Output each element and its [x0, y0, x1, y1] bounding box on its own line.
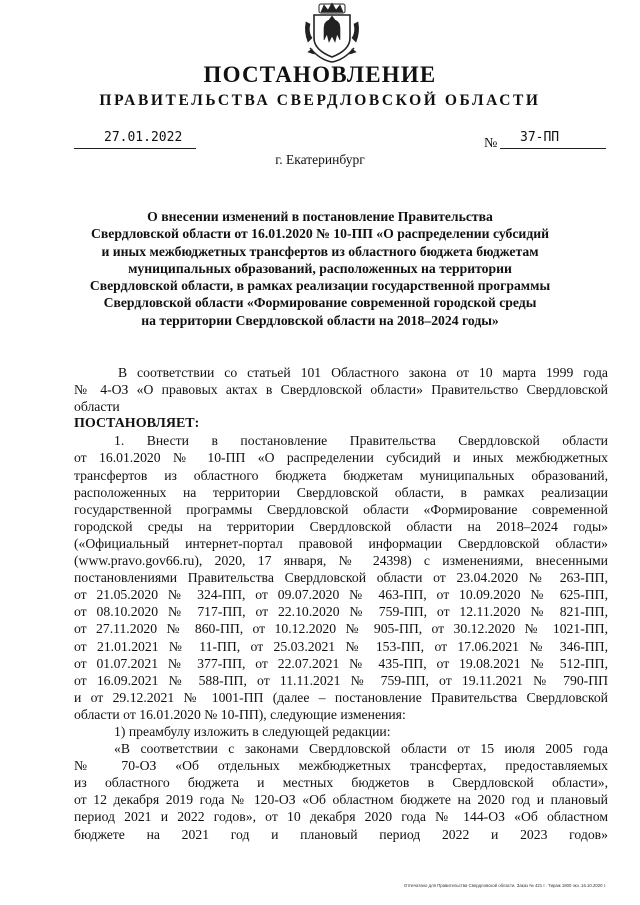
- body-line: от 12 декабря 2019 года № 120-ОЗ «Об областном бюджете на 2020 год и плановый: [74, 792, 608, 808]
- body-line: В соответствии со статьей 101 Областного закона от 10 марта 1999 года: [118, 365, 608, 380]
- body-line: 1. Внести в постановление Правительства Свердловской области: [114, 433, 608, 449]
- body-line: постановлениями Правительства Свердловской области от 23.04.2020 № 263-ПП,: [74, 570, 608, 586]
- body-line: № 70-ОЗ «Об отдельных межбюджетных трансфертах, предоставляемых: [74, 758, 608, 774]
- decree-keyword: ПОСТАНОВЛЯЕТ:: [74, 416, 200, 432]
- heading-line: Свердловской области «Формирование современной городской среды: [103, 295, 537, 311]
- body-line: области: [74, 399, 120, 415]
- body-line: от 08.10.2020 № 717-ПП, от 22.10.2020 № 759-ПП, от 12.11.2020 № 821-ПП,: [74, 604, 608, 620]
- body-line: и от 29.12.2021 № 1001-ПП (далее – постановление Правительства Свердловской: [74, 689, 608, 705]
- heading-line: на территории Свердловской области на 2018–2024 годы»: [141, 312, 499, 328]
- body-line: от 01.07.2021 № 377-ПП, от 22.07.2021 № 435-ПП, от 19.08.2021 № 512-ПП,: [74, 655, 608, 671]
- body-line: («Официальный интернет-портал правовой информации Свердловской области»: [74, 535, 608, 551]
- document-heading: [60, 208, 580, 329]
- body-line: № 4-ОЗ «О правовых актах в Свердловской области» Правительство Свердловской: [74, 382, 608, 398]
- body-line: расположенных на территории Свердловской области, в рамках реализации: [74, 484, 608, 500]
- date-underline: [74, 148, 196, 149]
- body-line: трансфертов из областного бюджета бюджетам муниципальных образований,: [74, 467, 608, 483]
- body-line: (www.pravo.gov66.ru), 2020, 17 января, № 24398) с изменениями, внесенными: [74, 553, 608, 569]
- body-line: от 16.09.2021 № 588-ПП, от 11.11.2021 № 759-ПП, от 19.11.2021 № 790-ПП: [74, 672, 608, 688]
- number-underline: [500, 148, 606, 149]
- document-body: [74, 364, 608, 843]
- city-name: г. Екатеринбург: [275, 152, 365, 167]
- coat-of-arms-emblem: [302, 2, 362, 64]
- body-line: от 21.05.2020 № 324-ПП, от 09.07.2020 № 463-ПП, от 10.09.2020 № 625-ПП,: [74, 587, 608, 603]
- body-line: городской среды на территории Свердловской области на 2018–2024 годы»: [74, 518, 608, 534]
- print-imprint: Отпечатано для Правительства Свердловской области. Заказ № 421 I . Тираж 1800 экз. 16.10.2020 г.: [403, 883, 606, 888]
- body-line: области от 16.01.2020 № 10-ПП), следующие изменения:: [74, 706, 406, 722]
- document-date: 27.01.2022: [104, 130, 183, 145]
- body-line: от 16.01.2020 № 10-ПП «О распределении субсидий и иных межбюджетных: [74, 450, 608, 466]
- heading-line: муниципальных образований, расположенных на территории: [128, 260, 512, 276]
- body-line: от 27.11.2020 № 860-ПП, от 10.12.2020 № 905-ПП, от 30.12.2020 № 1021-ПП,: [74, 621, 608, 637]
- heading-line: Свердловской области, в рамках реализации государственной программы: [89, 278, 551, 294]
- heading-line: и иных межбюджетных трансфертов из областного бюджета бюджетам: [101, 243, 539, 259]
- body-line: «В соответствии с законами Свердловской области от 15 июля 2005 года: [114, 741, 608, 757]
- issuing-authority: ПРАВИТЕЛЬСТВА СВЕРДЛОВСКОЙ ОБЛАСТИ: [99, 92, 541, 109]
- body-line: государственной программы Свердловской области «Формирование современной: [74, 501, 608, 517]
- heading-line: О внесении изменений в постановление Правительства: [147, 209, 493, 224]
- body-line: 1) преамбулу изложить в следующей редакции:: [114, 723, 391, 739]
- body-line: бюджете на 2021 год и плановый период 2022 и 2023 годов»: [74, 826, 608, 842]
- body-line: период 2021 и 2022 годов», от 10 декабря 2020 года № 144-ОЗ «Об областном: [74, 809, 608, 825]
- number-sign: №: [484, 136, 498, 151]
- document-type-title: ПОСТАНОВЛЕНИЕ: [203, 62, 437, 87]
- heading-line: Свердловской области от 16.01.2020 № 10-ПП «О распределении субсидий: [90, 226, 550, 242]
- document-number: 37-ПП: [520, 130, 560, 145]
- body-line: от 21.01.2021 № 11-ПП, от 25.03.2021 № 153-ПП, от 17.06.2021 № 346-ПП,: [74, 638, 608, 654]
- body-line: из областного бюджета и местных бюджетов в Свердловской области»,: [74, 775, 608, 791]
